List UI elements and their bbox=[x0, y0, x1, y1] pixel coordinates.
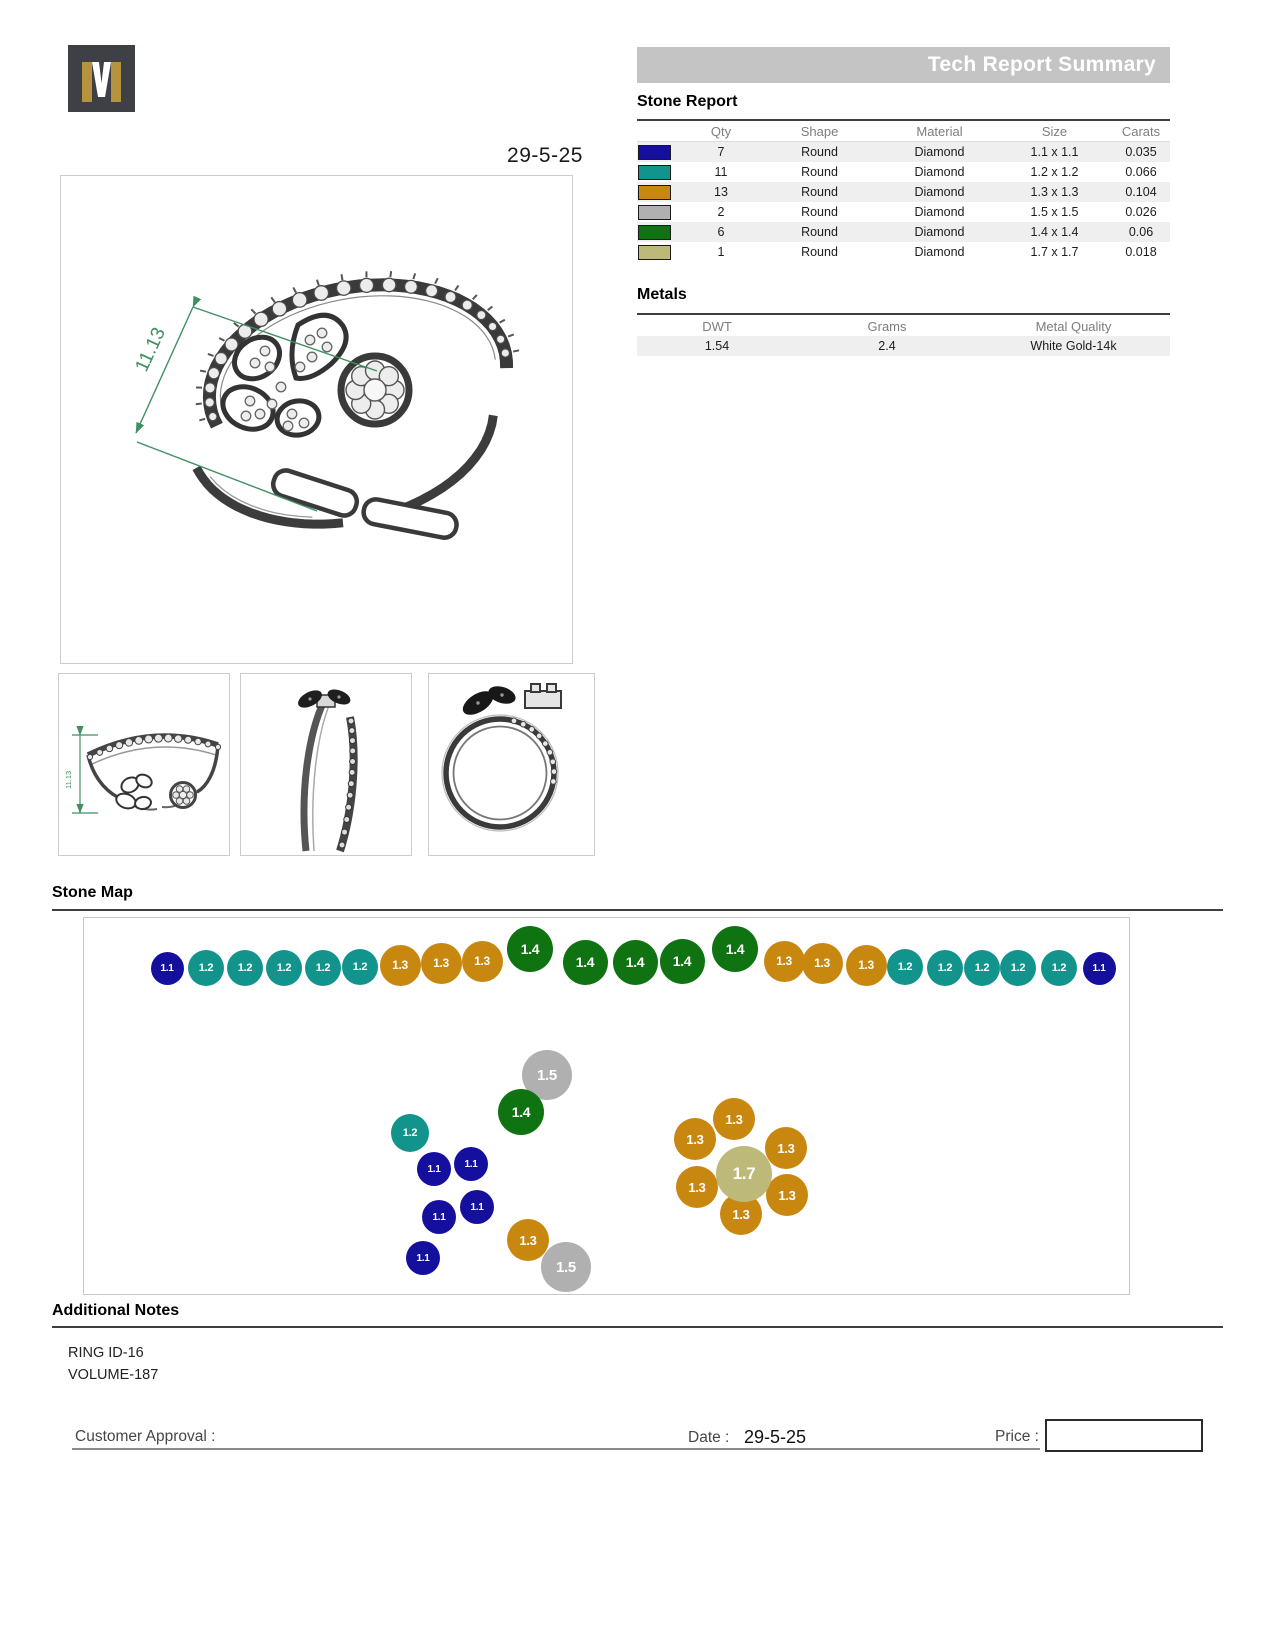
stone-report-row: 6 Round Diamond 1.4 x 1.4 0.06 bbox=[637, 222, 1170, 242]
metals-top-rule bbox=[637, 313, 1170, 315]
thumb3-bezel bbox=[525, 684, 561, 708]
stone: 1.2 bbox=[887, 949, 923, 985]
stone-report-row: 11 Round Diamond 1.2 x 1.2 0.066 bbox=[637, 162, 1170, 182]
ring-render-svg bbox=[60, 175, 573, 664]
thumb3-butterfly bbox=[459, 683, 518, 720]
stone: 1.3 bbox=[676, 1166, 718, 1208]
stone-color-swatch bbox=[638, 185, 671, 200]
date-value: 29-5-25 bbox=[744, 1427, 807, 1447]
stone: 1.4 bbox=[712, 926, 758, 972]
stone: 1.1 bbox=[151, 952, 184, 985]
additional-notes-heading: Additional Notes bbox=[52, 1302, 180, 1319]
stone-report-rows bbox=[637, 142, 1170, 262]
stone: 1.1 bbox=[422, 1200, 456, 1234]
thumbnail-profile-view bbox=[428, 673, 595, 856]
stone: 1.2 bbox=[188, 950, 224, 986]
metals-header bbox=[637, 316, 1170, 336]
dwt-column-header: DWT bbox=[702, 318, 732, 334]
thumb1-butterfly bbox=[114, 772, 154, 811]
stone-color-swatch bbox=[638, 245, 671, 260]
stone: 1.1 bbox=[1083, 952, 1116, 985]
stone: 1.3 bbox=[462, 941, 503, 982]
grams-value: 2.4 bbox=[878, 339, 896, 353]
stone: 1.1 bbox=[406, 1241, 440, 1275]
stone: 1.3 bbox=[674, 1118, 716, 1160]
date-label: Date : bbox=[688, 1429, 730, 1446]
stone: 1.1 bbox=[460, 1190, 494, 1224]
stone: 1.5 bbox=[522, 1050, 572, 1100]
stone: 1.3 bbox=[766, 1174, 808, 1216]
signature-line[interactable] bbox=[72, 1448, 1040, 1450]
stone-color-swatch bbox=[638, 145, 671, 160]
stone: 1.3 bbox=[846, 945, 887, 986]
stone: 1.4 bbox=[498, 1089, 544, 1135]
thumb-dimension-label: 11.13 bbox=[64, 770, 73, 789]
clasp-right bbox=[362, 497, 459, 539]
stone: 1.2 bbox=[391, 1114, 429, 1152]
thumb1-flower bbox=[171, 783, 196, 808]
thumb3-band-dots bbox=[511, 718, 557, 784]
stone: 1.3 bbox=[765, 1127, 807, 1169]
stone-report-row: 7 Round Diamond 1.1 x 1.1 0.035 bbox=[637, 142, 1170, 162]
stone: 1.7 bbox=[716, 1146, 772, 1202]
stone: 1.3 bbox=[720, 1193, 762, 1235]
stone-color-swatch bbox=[638, 225, 671, 240]
stone: 1.2 bbox=[927, 950, 963, 986]
stone: 1.3 bbox=[380, 945, 421, 986]
metals-row bbox=[637, 336, 1170, 356]
carats-column-header: Carats bbox=[1121, 124, 1161, 139]
dimension-label: 11.13 bbox=[131, 324, 171, 376]
stone: 1.2 bbox=[266, 950, 302, 986]
metal-quality-value: White Gold-14k bbox=[1030, 339, 1117, 353]
stone: 1.3 bbox=[507, 1219, 549, 1261]
stone: 1.2 bbox=[227, 950, 263, 986]
stone: 1.4 bbox=[660, 939, 705, 984]
stone-map-heading: Stone Map bbox=[52, 884, 133, 901]
additional-notes-rule bbox=[52, 1326, 1223, 1328]
title-bar: Tech Report Summary bbox=[637, 47, 1170, 83]
stone: 1.2 bbox=[342, 949, 378, 985]
stone: 1.5 bbox=[541, 1242, 591, 1292]
metal-quality-column-header: Metal Quality bbox=[1035, 318, 1112, 334]
stone-report-row: 13 Round Diamond 1.3 x 1.3 0.104 bbox=[637, 182, 1170, 202]
report-date: 29-5-25 bbox=[507, 144, 583, 167]
stone: 1.4 bbox=[563, 940, 608, 985]
stone: 1.4 bbox=[507, 926, 553, 972]
stone-map-canvas bbox=[83, 917, 1130, 1295]
qty-column-header: Qty bbox=[710, 124, 732, 139]
stone-report-row: 2 Round Diamond 1.5 x 1.5 0.026 bbox=[637, 202, 1170, 222]
stone: 1.3 bbox=[421, 943, 462, 984]
stone: 1.4 bbox=[613, 940, 658, 985]
flower-motif bbox=[341, 356, 409, 424]
stone: 1.1 bbox=[454, 1147, 488, 1181]
stone-map-rule bbox=[52, 909, 1223, 911]
note-ring-id: RING ID-16 bbox=[68, 1345, 144, 1361]
stone: 1.2 bbox=[1000, 950, 1036, 986]
thumbnail-front-view bbox=[58, 673, 230, 856]
stone: 1.2 bbox=[305, 950, 341, 986]
stone: 1.3 bbox=[802, 943, 843, 984]
stone-color-swatch bbox=[638, 165, 671, 180]
shape-column-header: Shape bbox=[800, 124, 839, 139]
brand-logo-icon bbox=[68, 45, 135, 112]
stone: 1.3 bbox=[713, 1098, 755, 1140]
dwt-value: 1.54 bbox=[704, 339, 730, 353]
stone: 1.3 bbox=[764, 941, 805, 982]
stone-report-header bbox=[637, 122, 1170, 142]
size-column-header: Size bbox=[1041, 124, 1068, 139]
stone: 1.2 bbox=[964, 950, 1000, 986]
thumbnail-side-view bbox=[240, 673, 412, 856]
note-volume: VOLUME-187 bbox=[68, 1367, 159, 1383]
customer-approval-label: Customer Approval : bbox=[75, 1428, 216, 1445]
stone-report-row: 1 Round Diamond 1.7 x 1.7 0.018 bbox=[637, 242, 1170, 262]
stone-report-heading: Stone Report bbox=[637, 93, 738, 110]
material-column-header: Material bbox=[916, 124, 963, 139]
stone: 1.1 bbox=[417, 1152, 451, 1186]
price-field[interactable] bbox=[1045, 1419, 1203, 1452]
stone: 1.2 bbox=[1041, 950, 1077, 986]
price-label: Price : bbox=[995, 1428, 1039, 1445]
stone-color-swatch bbox=[638, 205, 671, 220]
stone-report-top-rule bbox=[637, 119, 1170, 121]
grams-column-header: Grams bbox=[867, 318, 907, 334]
metals-heading: Metals bbox=[637, 286, 687, 303]
